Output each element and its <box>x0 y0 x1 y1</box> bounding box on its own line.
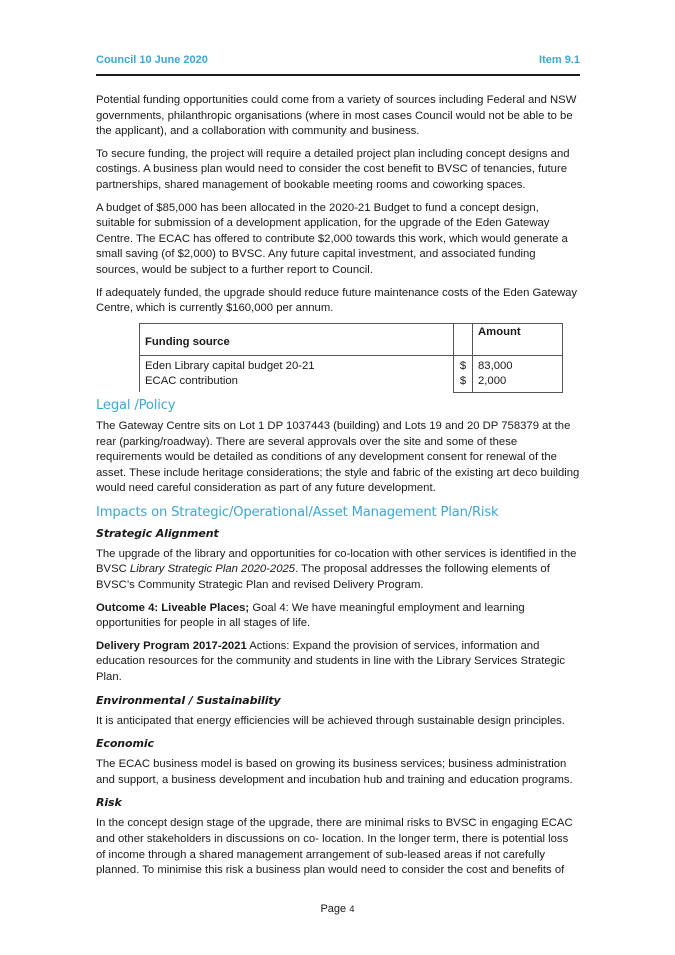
paragraph-legal: The Gateway Centre sits on Lot 1 DP 1037443 (building) and Lots 19 and 20 DP 758379 at the rear (parking/roadway). There are several approvals over the site and some of these requirements would be detailed as conditions of any development consent for renewal of the asset. These include heritage considerations; the style and fabric of the existing art deco building would need careful consideration as part of any future development. <box>96 419 580 495</box>
funding-table <box>139 323 563 393</box>
source-ecac: ECAC contribution <box>145 375 238 388</box>
paragraph-funding-opportunities: Potential funding opportunities could come from a variety of sources including Federal and NSW governments, philanthropic organisations (where in most cases Council would not be able to be the applicant), and a collaboration with community and business. <box>96 94 577 138</box>
page-header <box>96 54 580 76</box>
paragraph-risk: In the concept design stage of the upgrade, there are minimal risks to BVSC in engaging ECAC and other stakeholders in discussions on co- location. In the longer term, there is potential loss of income through a shared management arrangement of sub-leased areas if not carefully planned. To minimise this risk a business plan would need to consider the cost and benefits of <box>96 817 573 877</box>
document-body <box>96 93 580 886</box>
heading-impacts: Impacts on Strategic/Operational/Asset Management Plan/Risk <box>96 504 499 520</box>
source-eden-library: Eden Library capital budget 20-21 <box>145 359 315 372</box>
table-header-row <box>140 323 563 355</box>
table-cell-amount <box>473 355 563 392</box>
heading-risk: Risk <box>96 796 122 810</box>
paragraph-outcome: Outcome 4: Liveable Places; Goal 4: We have meaningful employment and learning opportunities for people in all stages of life. <box>96 601 525 630</box>
paragraph-delivery-program: Delivery Program 2017-2021 Actions: Expand the provision of services, information and education resources for the community and students in line with the Library Services Strategic Plan. <box>96 639 566 684</box>
heading-economic: Economic <box>96 737 154 751</box>
meeting-title: Council 10 June 2020 <box>96 54 208 66</box>
amount-eden-library: 83,000 <box>478 359 513 372</box>
currency-symbol: $ <box>459 375 467 388</box>
table-cell-currency <box>454 355 473 392</box>
heading-environmental: Environmental / Sustainability <box>96 693 281 707</box>
paragraph-maintenance: If adequately funded, the upgrade should reduce future maintenance costs of the Eden Gateway Centre, which is currently $160,000 per annum. <box>96 286 578 315</box>
header-funding-source: Funding source <box>140 323 454 355</box>
page-label: Page <box>320 903 350 915</box>
paragraph-economic: The ECAC business model is based on growing its business services; business administration and support, a business development and incubation hub and training and education programs. <box>96 758 573 786</box>
header-amount: Amount <box>473 323 563 355</box>
table-row <box>140 355 563 392</box>
paragraph-budget: A budget of $85,000 has been allocated in the 2020-21 Budget to fund a concept design, suitable for submission of a development application, for the upgrade of the Eden Gateway Centre. The ECAC has offered to contribute $2,000 towards this work, which would generate a small saving (of $2,000) to BVSC. Any future capital investment, and associated funding sources, would be subject to a further report to Council. <box>96 201 568 276</box>
page-number: 4 <box>349 904 355 915</box>
paragraph-environmental: It is anticipated that energy efficiencies will be achieved through sustainable design principles. <box>96 714 565 727</box>
page-footer <box>0 903 675 915</box>
heading-strategic-alignment: Strategic Alignment <box>96 526 219 540</box>
heading-legal-policy: Legal /Policy <box>96 397 176 413</box>
header-currency <box>454 323 473 355</box>
paragraph-strategic: The upgrade of the library and opportunities for co-location with other services is identified in the BVSC Library Strategic Plan 2020-2025. The proposal addresses the following elements of BVSC’s Community Strategic Plan and revised Delivery Program. <box>96 547 577 592</box>
paragraph-secure-funding: To secure funding, the project will require a detailed project plan including concept designs and costings. A business plan would need to consider the cost benefit to BVSC of tenancies, future partnerships, shared management of bookable meeting rooms and coworking spaces. <box>96 147 570 191</box>
currency-symbol: $ <box>459 359 467 372</box>
amount-ecac: 2,000 <box>478 375 507 388</box>
item-number: Item 9.1 <box>539 54 580 66</box>
table-cell-source <box>140 355 454 392</box>
